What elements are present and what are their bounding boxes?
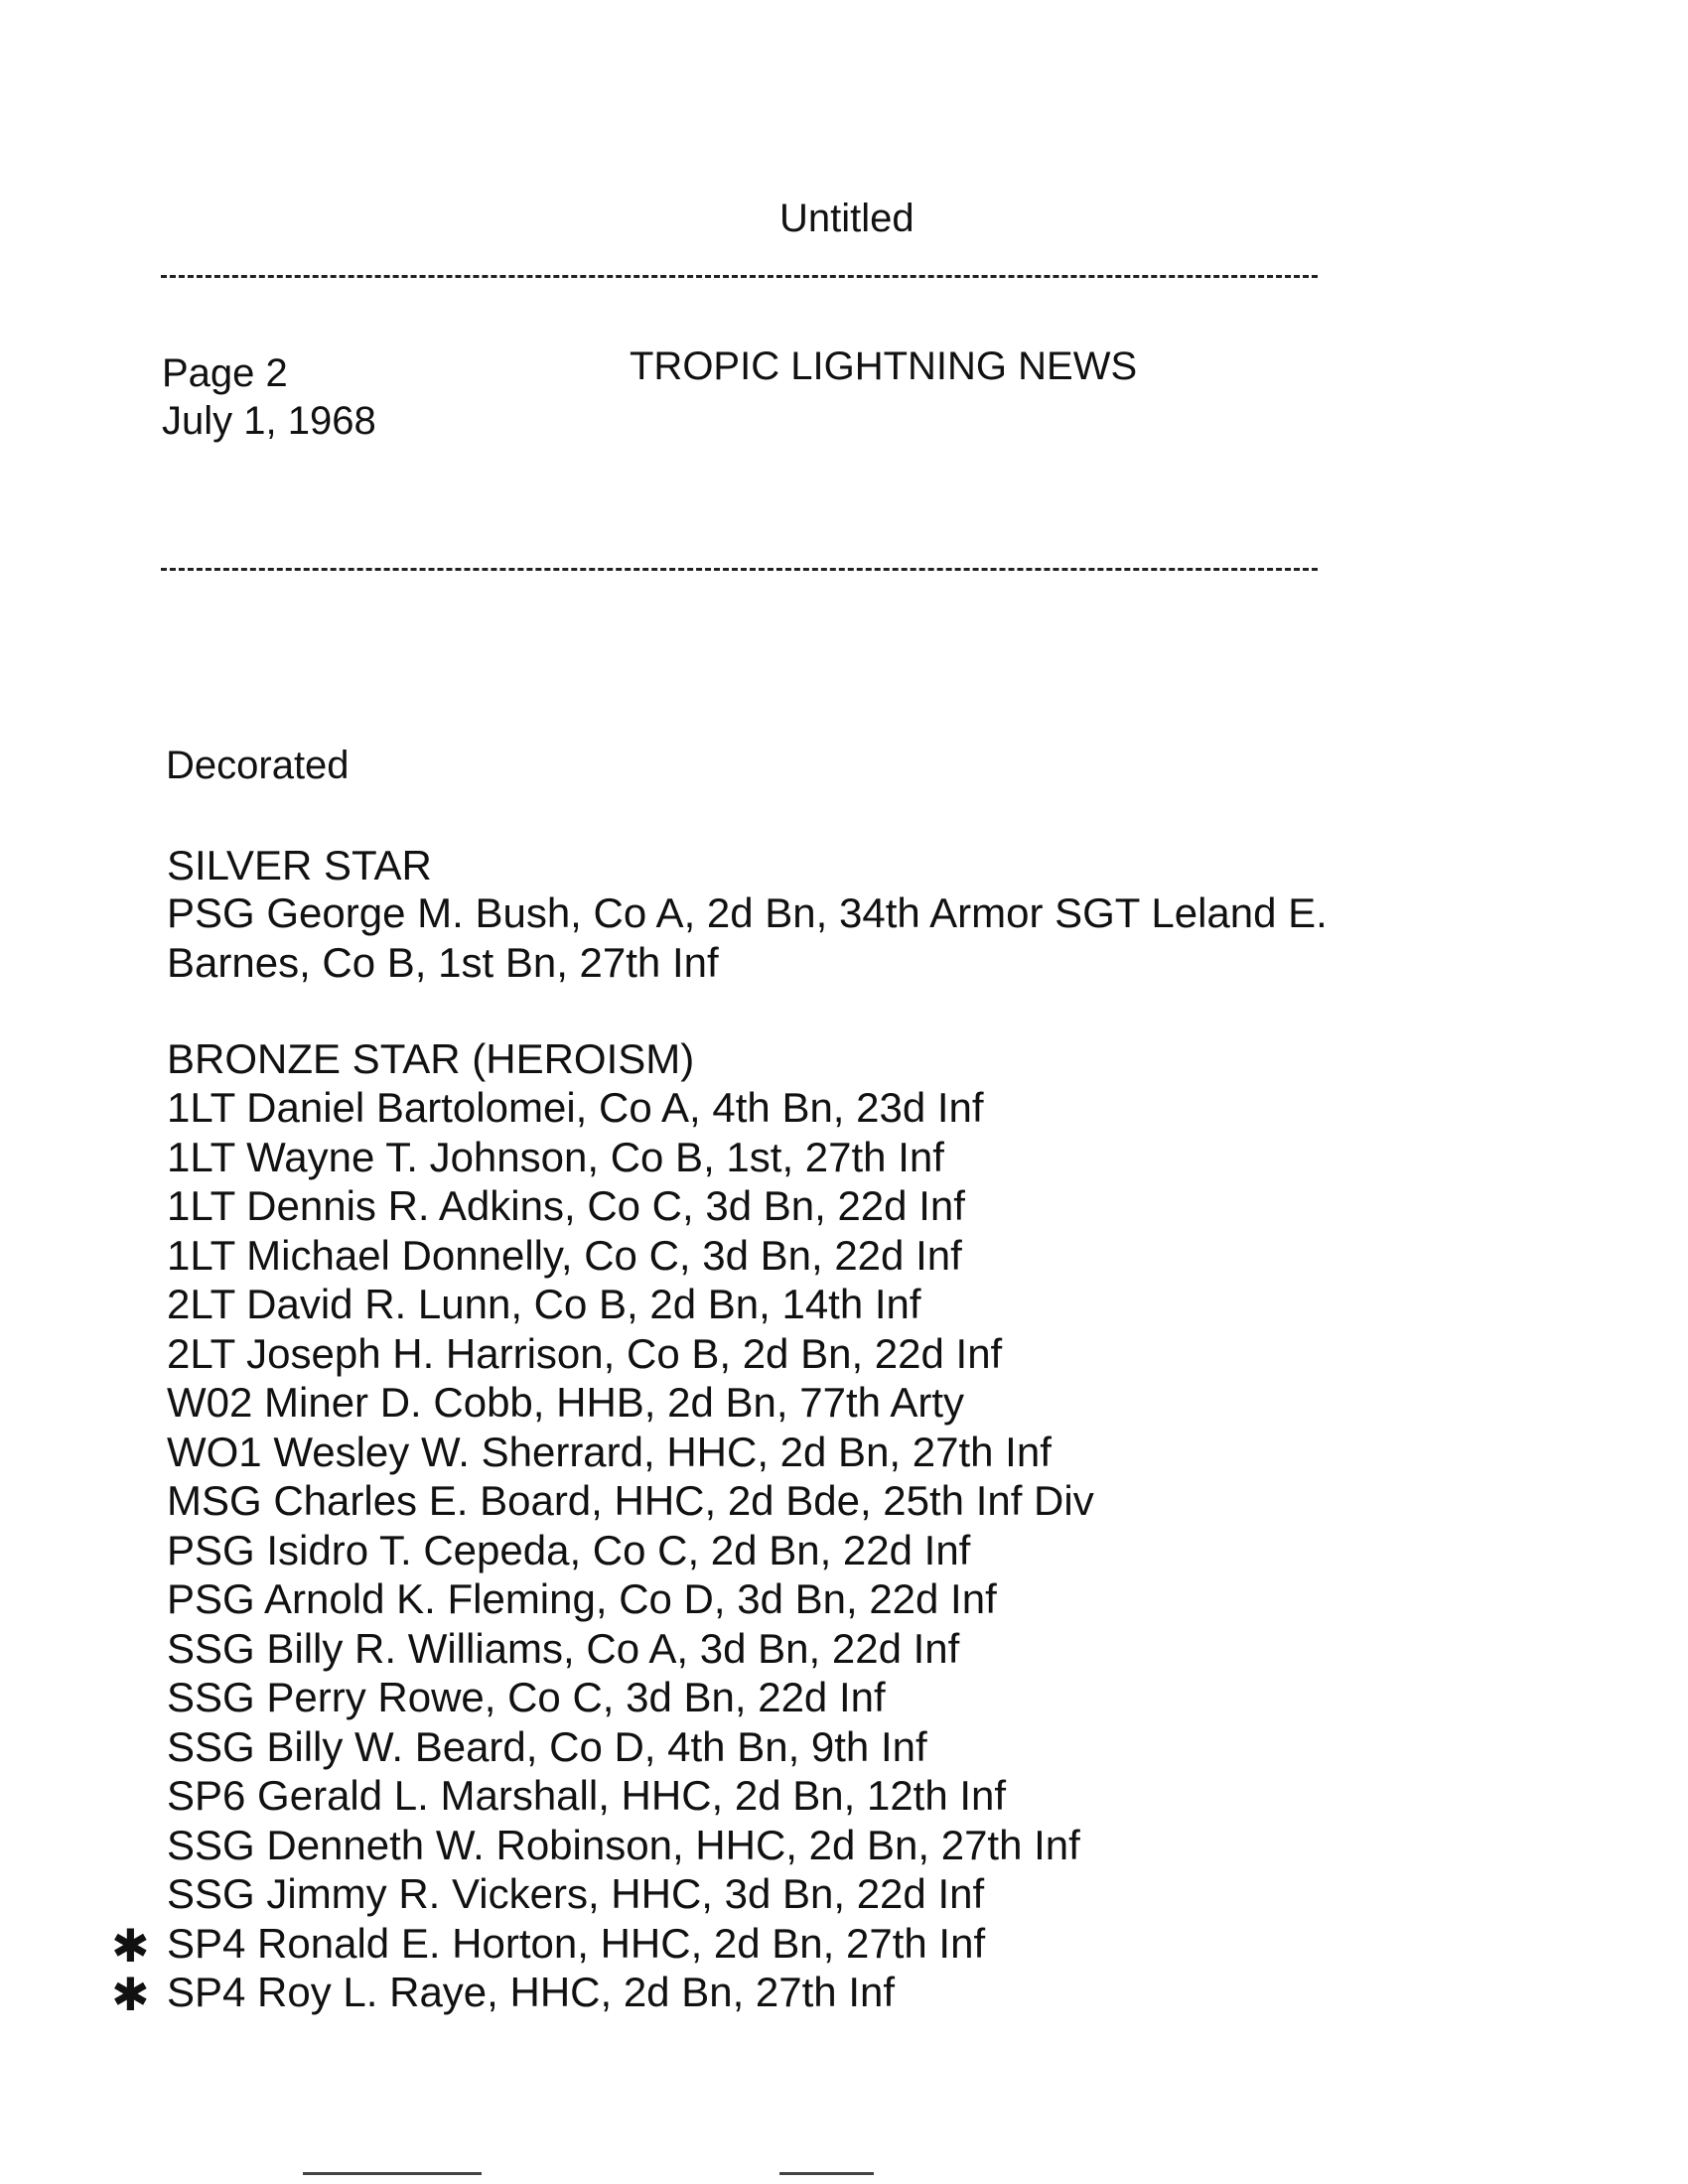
recipient-text: 1LT Wayne T. Johnson, Co B, 1st, 27th Inf bbox=[167, 1133, 944, 1180]
recipient-text: 2LT David R. Lunn, Co B, 2d Bn, 14th Inf bbox=[167, 1281, 921, 1327]
recipient-entry bbox=[167, 1428, 1094, 1477]
recipient-entry bbox=[167, 1869, 1094, 1919]
recipient-entry bbox=[111, 1918, 1094, 1973]
bronze-star-heading: BRONZE STAR (HEROISM) bbox=[167, 1035, 695, 1082]
recipient-entry bbox=[167, 1821, 1094, 1870]
recipient-entry bbox=[111, 1968, 1094, 2021]
recipient-text: SSG Jimmy R. Vickers, HHC, 3d Bn, 22d Inf bbox=[167, 1870, 985, 1917]
recipient-text: W02 Miner D. Cobb, HHB, 2d Bn, 77th Arty bbox=[167, 1379, 965, 1426]
recipient-text: SSG Denneth W. Robinson, HHC, 2d Bn, 27th Inf bbox=[167, 1821, 1080, 1868]
footer-rule-fragment bbox=[303, 2172, 482, 2175]
recipient-entry bbox=[167, 1771, 1094, 1821]
recipient-text: SSG Perry Rowe, Co C, 3d Bn, 22d Inf bbox=[167, 1674, 886, 1720]
publication-name: TROPIC LIGHTNING NEWS bbox=[630, 344, 1138, 388]
recipient-entry bbox=[167, 1526, 1094, 1575]
asterisk-mark-icon: ✱ bbox=[111, 1968, 150, 2021]
recipient-entry bbox=[167, 1133, 1094, 1182]
asterisk-mark-icon: ✱ bbox=[111, 1918, 150, 1973]
recipient-entry bbox=[167, 1722, 1094, 1772]
recipient-entry bbox=[167, 1083, 1094, 1133]
recipient-text: MSG Charles E. Board, HHC, 2d Bde, 25th Inf Div bbox=[167, 1477, 1094, 1524]
recipient-text: SSG Billy R. Williams, Co A, 3d Bn, 22d Inf bbox=[167, 1624, 960, 1672]
page-number: Page 2 bbox=[162, 351, 288, 395]
recipient-entry bbox=[167, 1231, 1094, 1281]
recipient-entry bbox=[167, 1673, 1094, 1722]
silver-star-heading: SILVER STAR bbox=[167, 842, 432, 888]
recipient-text: PSG Isidro T. Cepeda, Co C, 2d Bn, 22d Inf bbox=[167, 1526, 971, 1573]
recipient-entry bbox=[167, 1181, 1094, 1231]
bronze-star-recipient-list bbox=[111, 1083, 1094, 2021]
recipient-text: PSG Arnold K. Fleming, Co D, 3d Bn, 22d Inf bbox=[167, 1575, 997, 1622]
silver-star-line: PSG George M. Bush, Co A, 2d Bn, 34th Armor SGT Leland E. bbox=[167, 889, 1328, 936]
recipient-entry bbox=[167, 1329, 1094, 1379]
recipient-text: WO1 Wesley W. Sherrard, HHC, 2d Bn, 27th Inf bbox=[167, 1428, 1052, 1475]
recipient-text: 1LT Daniel Bartolomei, Co A, 4th Bn, 23d Inf bbox=[167, 1084, 984, 1131]
recipient-entry bbox=[167, 1280, 1094, 1329]
recipient-entry bbox=[167, 1378, 1094, 1428]
recipient-text: SP4 Roy L. Raye, HHC, 2d Bn, 27th Inf bbox=[167, 1969, 896, 2015]
recipient-text: SP6 Gerald L. Marshall, HHC, 2d Bn, 12th Inf bbox=[167, 1772, 1007, 1819]
section-title: Decorated bbox=[166, 744, 350, 787]
bottom-dashed-rule bbox=[161, 568, 1318, 571]
document-title: Untitled bbox=[779, 197, 914, 240]
recipient-text: 2LT Joseph H. Harrison, Co B, 2d Bn, 22d Inf bbox=[167, 1329, 1003, 1377]
publication-date: July 1, 1968 bbox=[162, 399, 376, 443]
recipient-entry bbox=[167, 1476, 1094, 1526]
silver-star-recipients bbox=[167, 888, 1458, 988]
recipient-text: 1LT Michael Donnelly, Co C, 3d Bn, 22d Inf bbox=[167, 1231, 962, 1279]
recipient-entry bbox=[167, 1574, 1094, 1624]
recipient-text: SP4 Ronald E. Horton, HHC, 2d Bn, 27th Inf bbox=[167, 1919, 986, 1967]
top-dashed-rule bbox=[161, 275, 1318, 278]
recipient-entry bbox=[167, 1624, 1094, 1674]
footer-rule-fragment bbox=[779, 2172, 874, 2175]
recipient-text: 1LT Dennis R. Adkins, Co C, 3d Bn, 22d Inf bbox=[167, 1182, 965, 1229]
silver-star-line: Barnes, Co B, 1st Bn, 27th Inf bbox=[167, 939, 719, 986]
recipient-text: SSG Billy W. Beard, Co D, 4th Bn, 9th Inf bbox=[167, 1722, 927, 1770]
